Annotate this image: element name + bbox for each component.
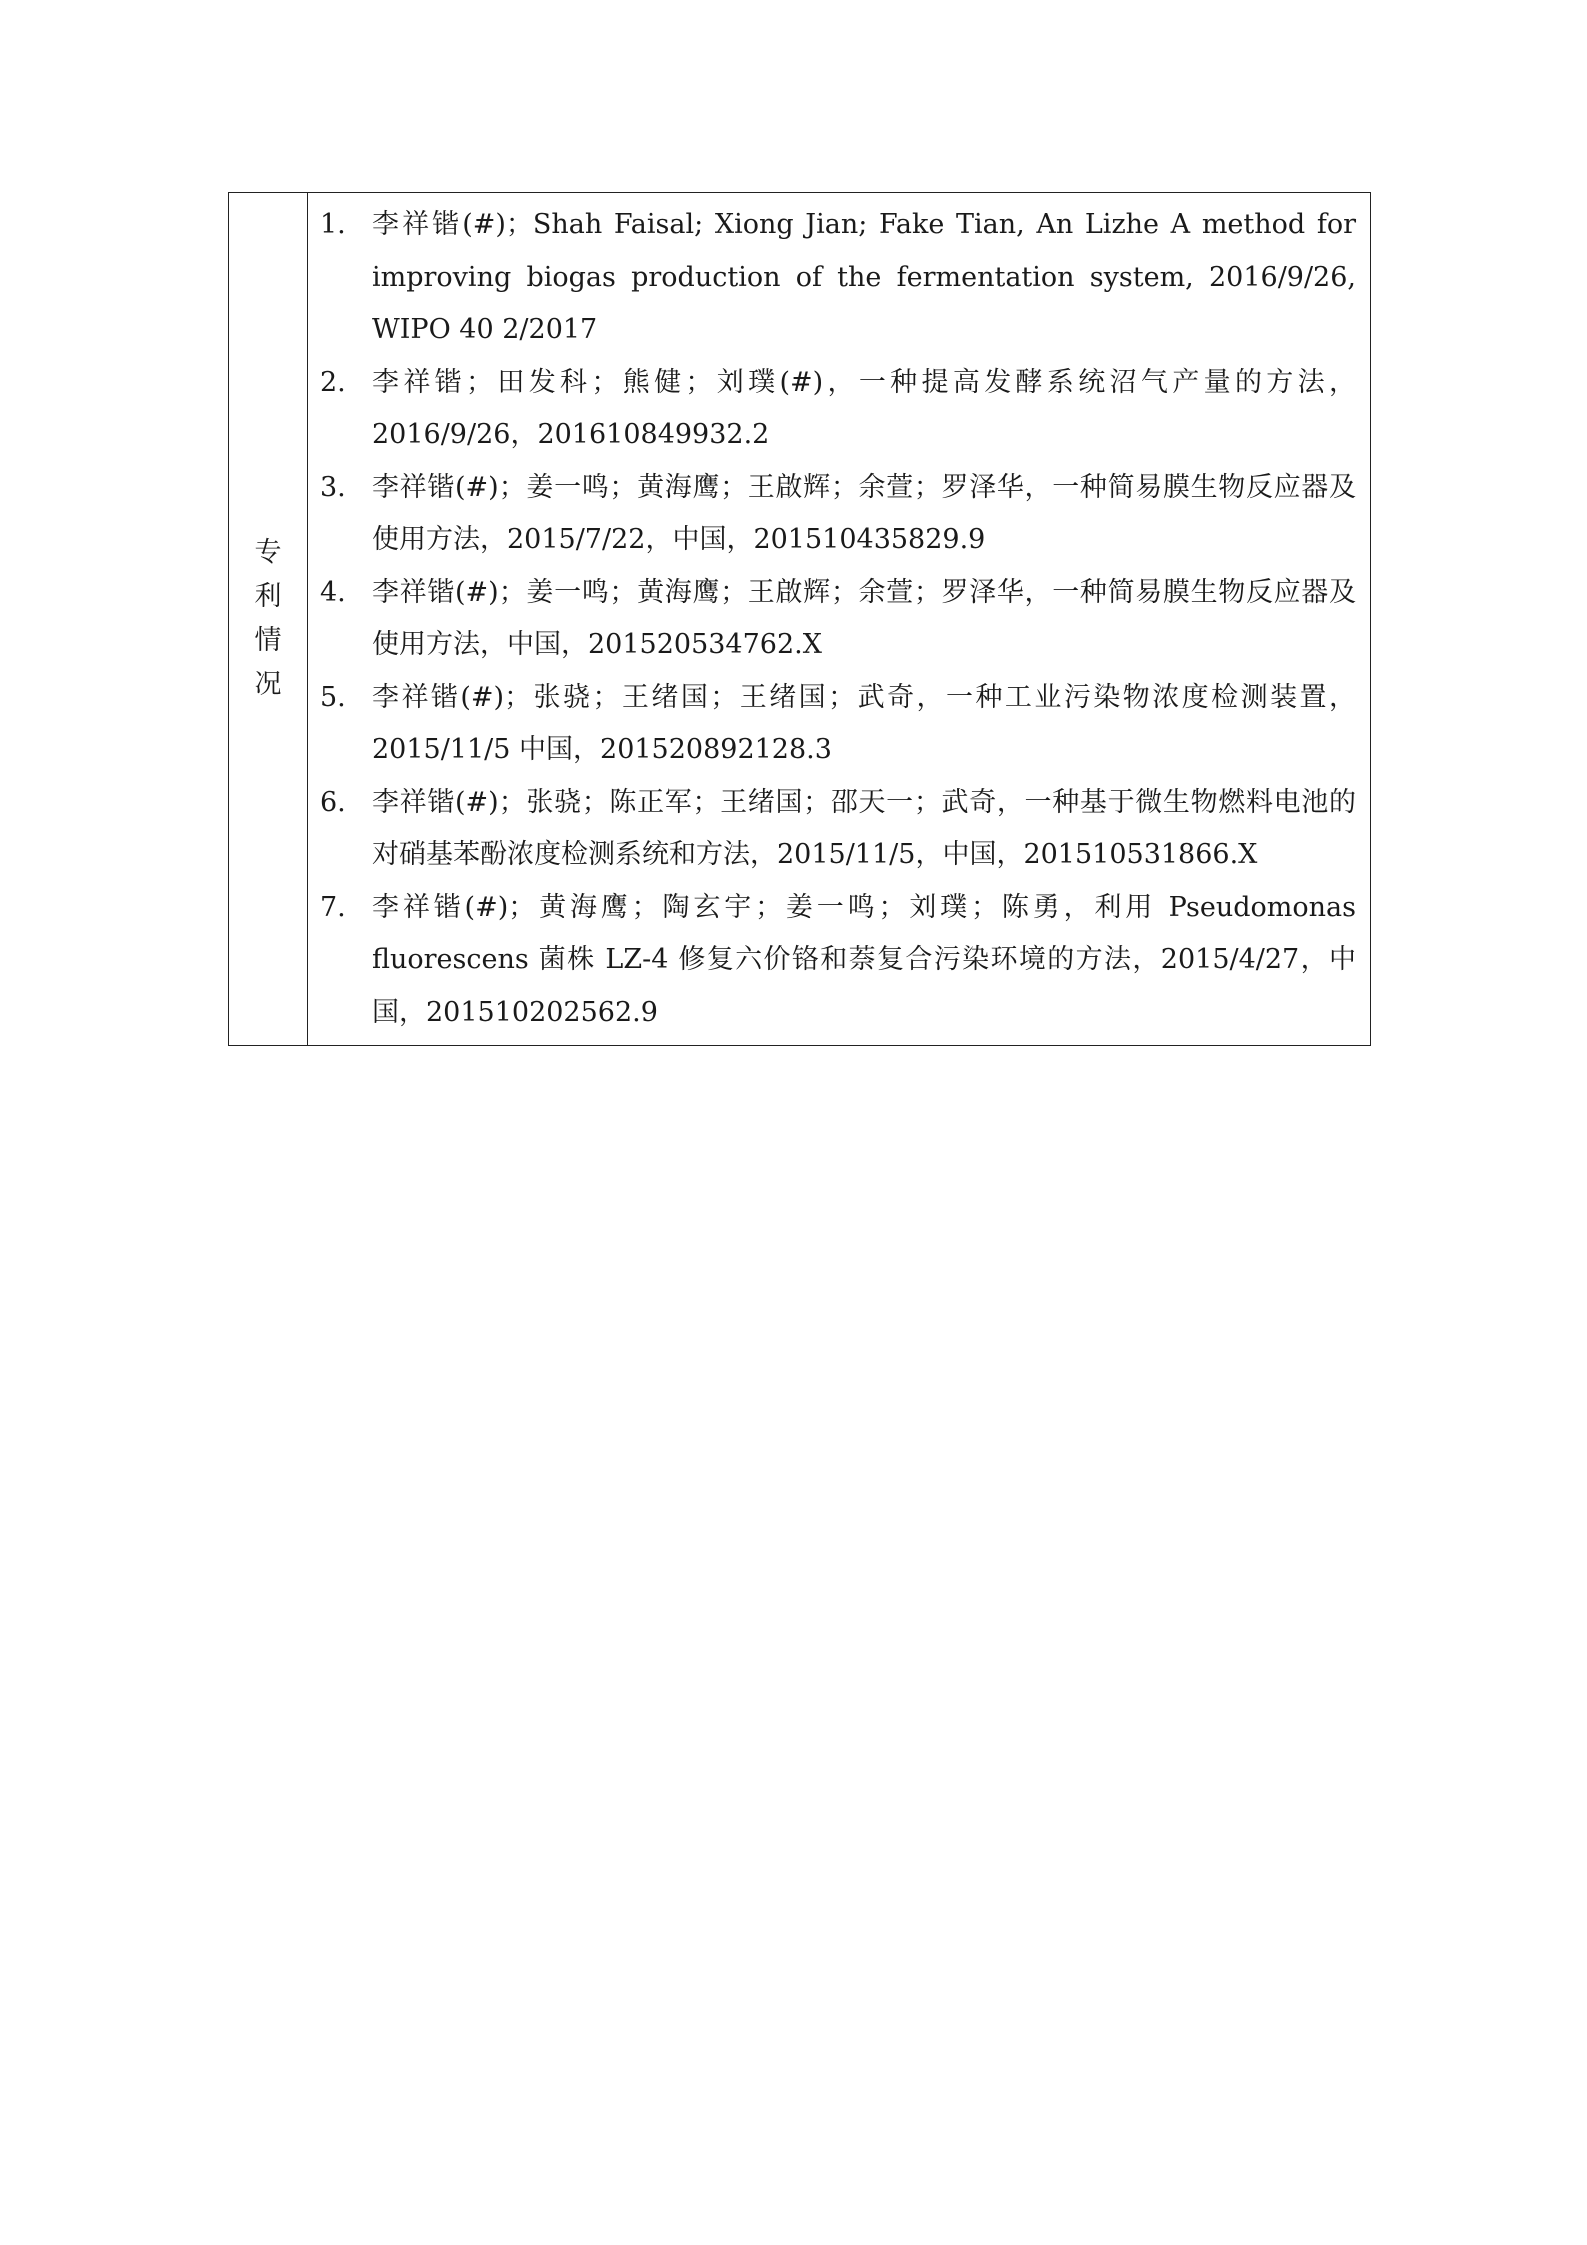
entry-number: 5. (320, 681, 346, 713)
section-label: 专利情况 (254, 537, 282, 700)
entry-number: 3. (320, 471, 346, 503)
entry-text: 李祥锴(#)；黄海鹰；陶玄宇；姜一鸣；刘璞；陈勇，利用 Pseudomonas fluorescens 菌株 LZ-4 修复六价铬和萘复合污染环境的方法，2015/4/27，中国，201510202562.9 (372, 891, 1356, 1028)
patent-row (229, 193, 1371, 1046)
entry-text: 李祥锴；田发科；熊健；刘璞(#)，一种提高发酵系统沼气产量的方法，2016/9/26，201610849932.2 (372, 366, 1356, 450)
patent-table (228, 192, 1371, 1046)
entry-text: 李祥锴(#)；Shah Faisal; Xiong Jian; Fake Tian, An Lizhe A method for improving biogas production of the fermentation system, 2016/9/26, WIPO 40 2/2017 (372, 209, 1356, 345)
patent-list (308, 199, 1356, 1039)
entry-text: 李祥锴(#)；张骁；王绪国；王绪国；武奇，一种工业污染物浓度检测装置，2015/11/5 中国，201520892128.3 (372, 681, 1356, 765)
patent-list-cell (308, 193, 1371, 1046)
entry-text: 李祥锴(#)；张骁；陈正军；王绪国；邵天一；武奇，一种基于微生物燃料电池的对硝基苯酚浓度检测系统和方法，2015/11/5，中国，201510531866.X (372, 786, 1356, 870)
entry-number: 2. (320, 366, 346, 398)
entry-number: 1. (320, 209, 346, 240)
patent-entry (308, 672, 1356, 777)
patent-entry (308, 462, 1356, 567)
entry-text: 李祥锴(#)；姜一鸣；黄海鹰；王啟辉；余萱；罗泽华，一种简易膜生物反应器及使用方法，2015/7/22，中国，201510435829.9 (372, 471, 1356, 555)
entry-number: 7. (320, 891, 346, 923)
entry-number: 4. (320, 576, 346, 608)
entry-text: 李祥锴(#)；姜一鸣；黄海鹰；王啟辉；余萱；罗泽华，一种简易膜生物反应器及使用方法，中国，201520534762.X (372, 576, 1356, 660)
patent-entry (308, 199, 1356, 357)
patent-entry (308, 777, 1356, 882)
patent-entry (308, 567, 1356, 672)
patent-entry (308, 882, 1356, 1040)
patent-entry (308, 357, 1356, 462)
section-label-cell (229, 193, 308, 1046)
entry-number: 6. (320, 786, 346, 818)
